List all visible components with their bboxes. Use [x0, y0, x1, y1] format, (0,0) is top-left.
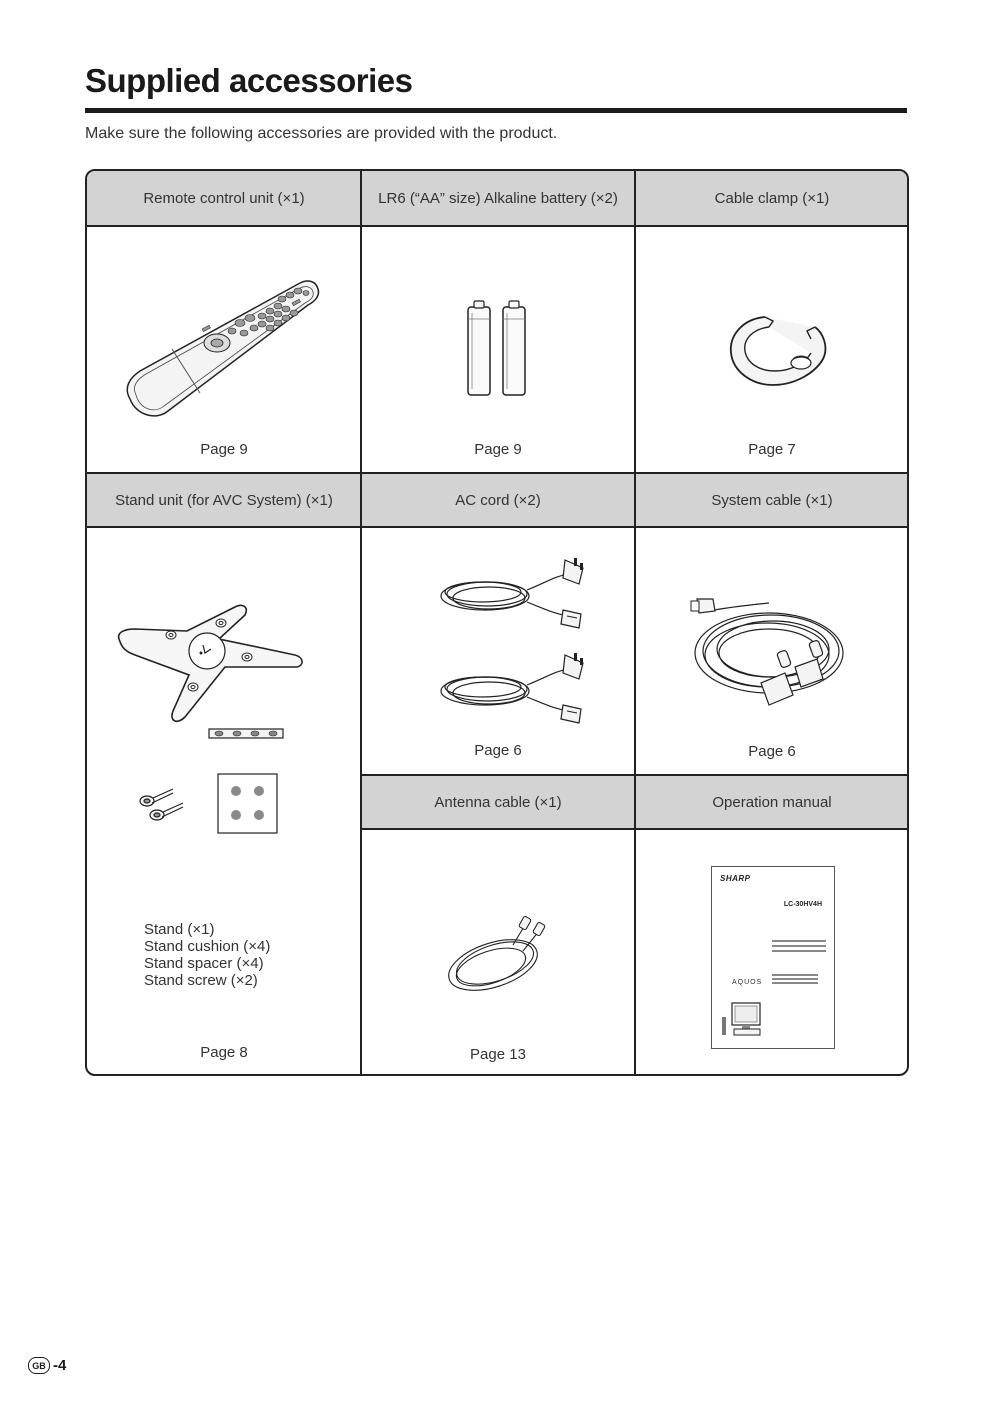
header-system-cable: System cable (×1): [635, 473, 909, 527]
remote-control-illustration: [122, 271, 332, 431]
antenna-cable-illustration: [443, 911, 555, 997]
page-ref-stand: Page 8: [200, 1044, 248, 1061]
page-ref-clamp: Page 7: [748, 441, 796, 458]
manual-cover-model: LC-30HV4H: [783, 901, 822, 908]
operation-manual-illustration: [711, 866, 835, 1049]
grid-divider: [361, 828, 909, 830]
page-ref-system-cable: Page 6: [748, 743, 796, 760]
page-ref-antenna-cable: Page 13: [470, 1046, 526, 1063]
grid-divider: [634, 171, 636, 1076]
manual-cover-line: [772, 982, 818, 984]
stand-part-item: Stand spacer (×4): [144, 955, 264, 972]
stand-screw-illustration: [135, 783, 189, 827]
ac-cord-illustration: [437, 554, 587, 634]
page-ref-battery: Page 9: [474, 441, 522, 458]
cable-clamp-illustration: [723, 311, 833, 391]
stand-part-item: Stand screw (×2): [144, 972, 258, 989]
intro-text: Make sure the following accessories are provided with the product.: [85, 125, 558, 142]
stand-spacer-strip-illustration: [207, 727, 287, 741]
stand-cushion-sheet-illustration: [217, 773, 279, 835]
grid-divider: [361, 774, 909, 776]
grid-divider: [360, 171, 362, 1076]
grid-divider: [87, 225, 909, 227]
manual-cover-line: [772, 950, 826, 952]
page-number: -4: [53, 1357, 67, 1374]
battery-illustration: [463, 299, 533, 399]
manual-cover-line: [772, 978, 818, 980]
manual-cover-series: AQUOS: [732, 979, 763, 986]
header-antenna-cable: Antenna cable (×1): [361, 775, 635, 829]
stand-parts-list: [144, 921, 270, 989]
header-battery: LR6 (“AA” size) Alkaline battery (×2): [361, 171, 635, 225]
header-clamp: Cable clamp (×1): [635, 171, 909, 225]
header-operation-manual: Operation manual: [635, 775, 909, 829]
tv-icon: [720, 997, 764, 1041]
manual-cover-line: [772, 940, 826, 942]
manual-cover-line: [772, 945, 826, 947]
system-cable-illustration: [689, 591, 859, 711]
page-footer: [28, 1357, 66, 1374]
accessories-table: [85, 169, 909, 1076]
page-ref-ac-cord: Page 6: [474, 742, 522, 759]
grid-divider: [87, 526, 909, 528]
stand-illustration: [115, 599, 305, 729]
header-remote: Remote control unit (×1): [87, 171, 361, 225]
manual-cover-line: [772, 974, 818, 976]
header-ac-cord: AC cord (×2): [361, 473, 635, 527]
stand-part-item: Stand cushion (×4): [144, 938, 271, 955]
title-rule: [85, 108, 907, 113]
region-badge: GB: [28, 1357, 50, 1374]
header-stand: Stand unit (for AVC System) (×1): [87, 473, 361, 527]
grid-divider: [87, 472, 909, 474]
stand-part-item: Stand (×1): [144, 921, 215, 938]
page-ref-remote: Page 9: [200, 441, 248, 458]
page-title: Supplied accessories: [85, 62, 413, 99]
ac-cord-illustration: [437, 649, 587, 729]
manual-cover-brand: SHARP: [720, 874, 751, 883]
